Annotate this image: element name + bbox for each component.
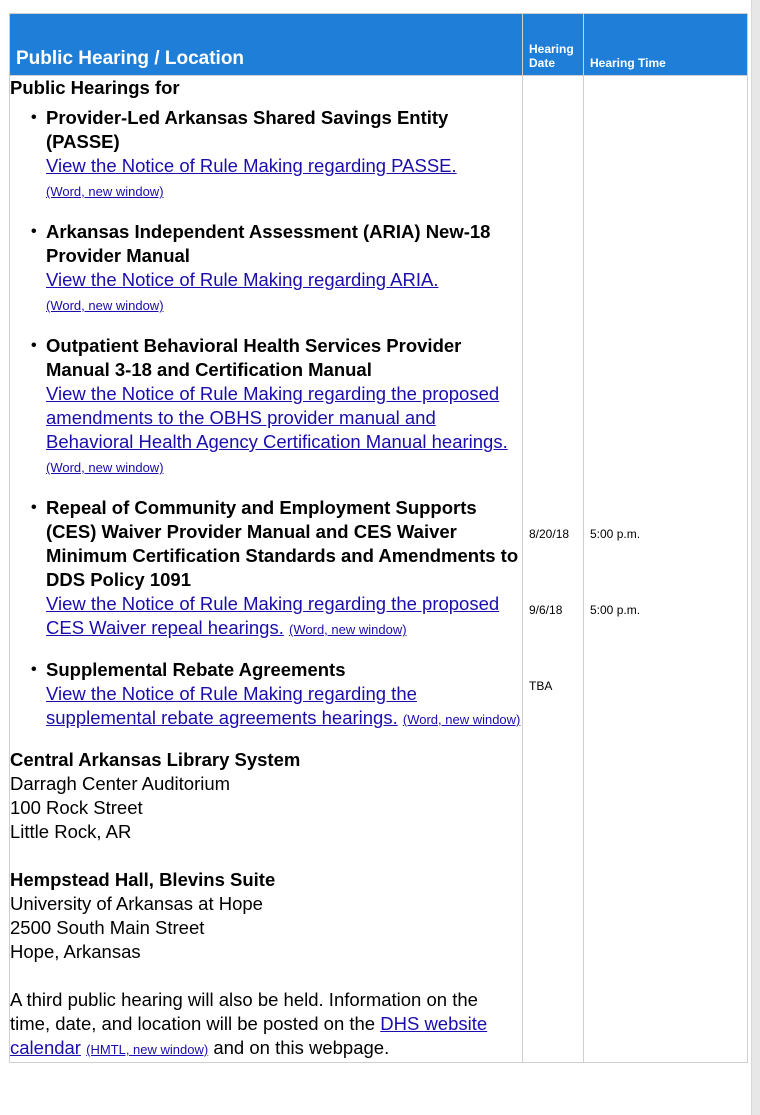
venue-line: 100 Rock Street [10,797,143,818]
notice-link-passe[interactable]: View the Notice of Rule Making regarding PASSE. [46,155,457,176]
note-text: A third public hearing will also be held. Information on the time, date, and location will be posted on the [10,989,478,1034]
date-cell [523,76,584,1063]
venue-line: Little Rock, AR [10,821,132,842]
venue-line: Darragh Center Auditorium [10,773,231,794]
rule-title: Outpatient Behavioral Health Services Provider Manual 3-18 and Certification Manual [46,335,462,380]
time-cell [584,76,748,1063]
hearing-date: 9/6/18 [529,603,563,617]
notice-link-rebate[interactable]: View the Notice of Rule Making regarding the supplemental rebate agreements hearings. [46,683,417,728]
word-link-note[interactable]: (Word, new window) [46,460,164,475]
intro-heading: Public Hearings for [10,77,180,98]
table-row [10,76,748,1063]
table-header-row [10,14,748,76]
rule-title: Repeal of Community and Employment Supports (CES) Waiver Provider Manual and CES Waiver Minimum Certification Standards and Amendments to DDS Policy 1091 [46,497,519,590]
venue-line: 2500 South Main Street [10,917,205,938]
rule-title: Arkansas Independent Assessment (ARIA) New-18 Provider Manual [46,221,491,266]
bullet-icon: • [31,223,37,240]
note-tail: and on this webpage. [213,1037,390,1058]
rules-list [10,106,522,732]
hearing-time: 5:00 p.m. [590,603,641,617]
venue-central-arkansas [10,748,522,844]
word-link-note[interactable]: (Word, new window) [46,184,164,199]
calendar-link-note[interactable]: (HMTL, new window) [86,1042,209,1057]
bullet-icon: • [31,661,37,678]
rule-title: Supplemental Rebate Agreements [46,659,346,680]
venue-name: Hempstead Hall, Blevins Suite [10,869,276,890]
hearing-date: 8/20/18 [529,527,570,541]
word-link-note[interactable]: (Word, new window) [289,622,407,637]
header-location: Public Hearing / Location [10,14,523,76]
notice-link-aria[interactable]: View the Notice of Rule Making regarding ARIA. [46,269,439,290]
venue-line: University of Arkansas at Hope [10,893,263,914]
hearing-time: 5:00 p.m. [590,527,641,541]
word-link-note[interactable]: (Word, new window) [402,712,521,727]
notice-link-ces[interactable]: View the Notice of Rule Making regarding the proposed CES Waiver repeal hearings. [46,593,500,638]
word-link-note[interactable]: (Word, new window) [46,298,164,313]
venue-hempstead-hall [10,868,522,964]
page-edge-scrollbar [751,0,760,1115]
notice-link-obhs[interactable]: View the Notice of Rule Making regarding the proposed amendments to the OBHS provider manual and Behavioral Health Agency Certification Manual hearings. [46,383,508,452]
list-item [30,334,522,480]
dhs-calendar-link[interactable]: DHS website calendar [10,1013,488,1058]
venue-line: Hope, Arkansas [10,941,141,962]
hearing-date: TBA [529,679,553,693]
list-item [30,658,522,732]
bullet-icon: • [31,499,37,516]
rule-title: Provider-Led Arkansas Shared Savings Entity (PASSE) [46,107,449,152]
list-item [30,106,522,204]
list-item [30,496,522,642]
location-cell [10,76,523,1063]
header-time: Hearing Time [584,14,748,76]
venue-name: Central Arkansas Library System [10,749,301,770]
header-date: Hearing Date [523,14,584,76]
hearings-table [9,13,748,1063]
bullet-icon: • [31,337,37,354]
third-hearing-note [10,988,522,1062]
bullet-icon: • [31,109,37,126]
list-item [30,220,522,318]
